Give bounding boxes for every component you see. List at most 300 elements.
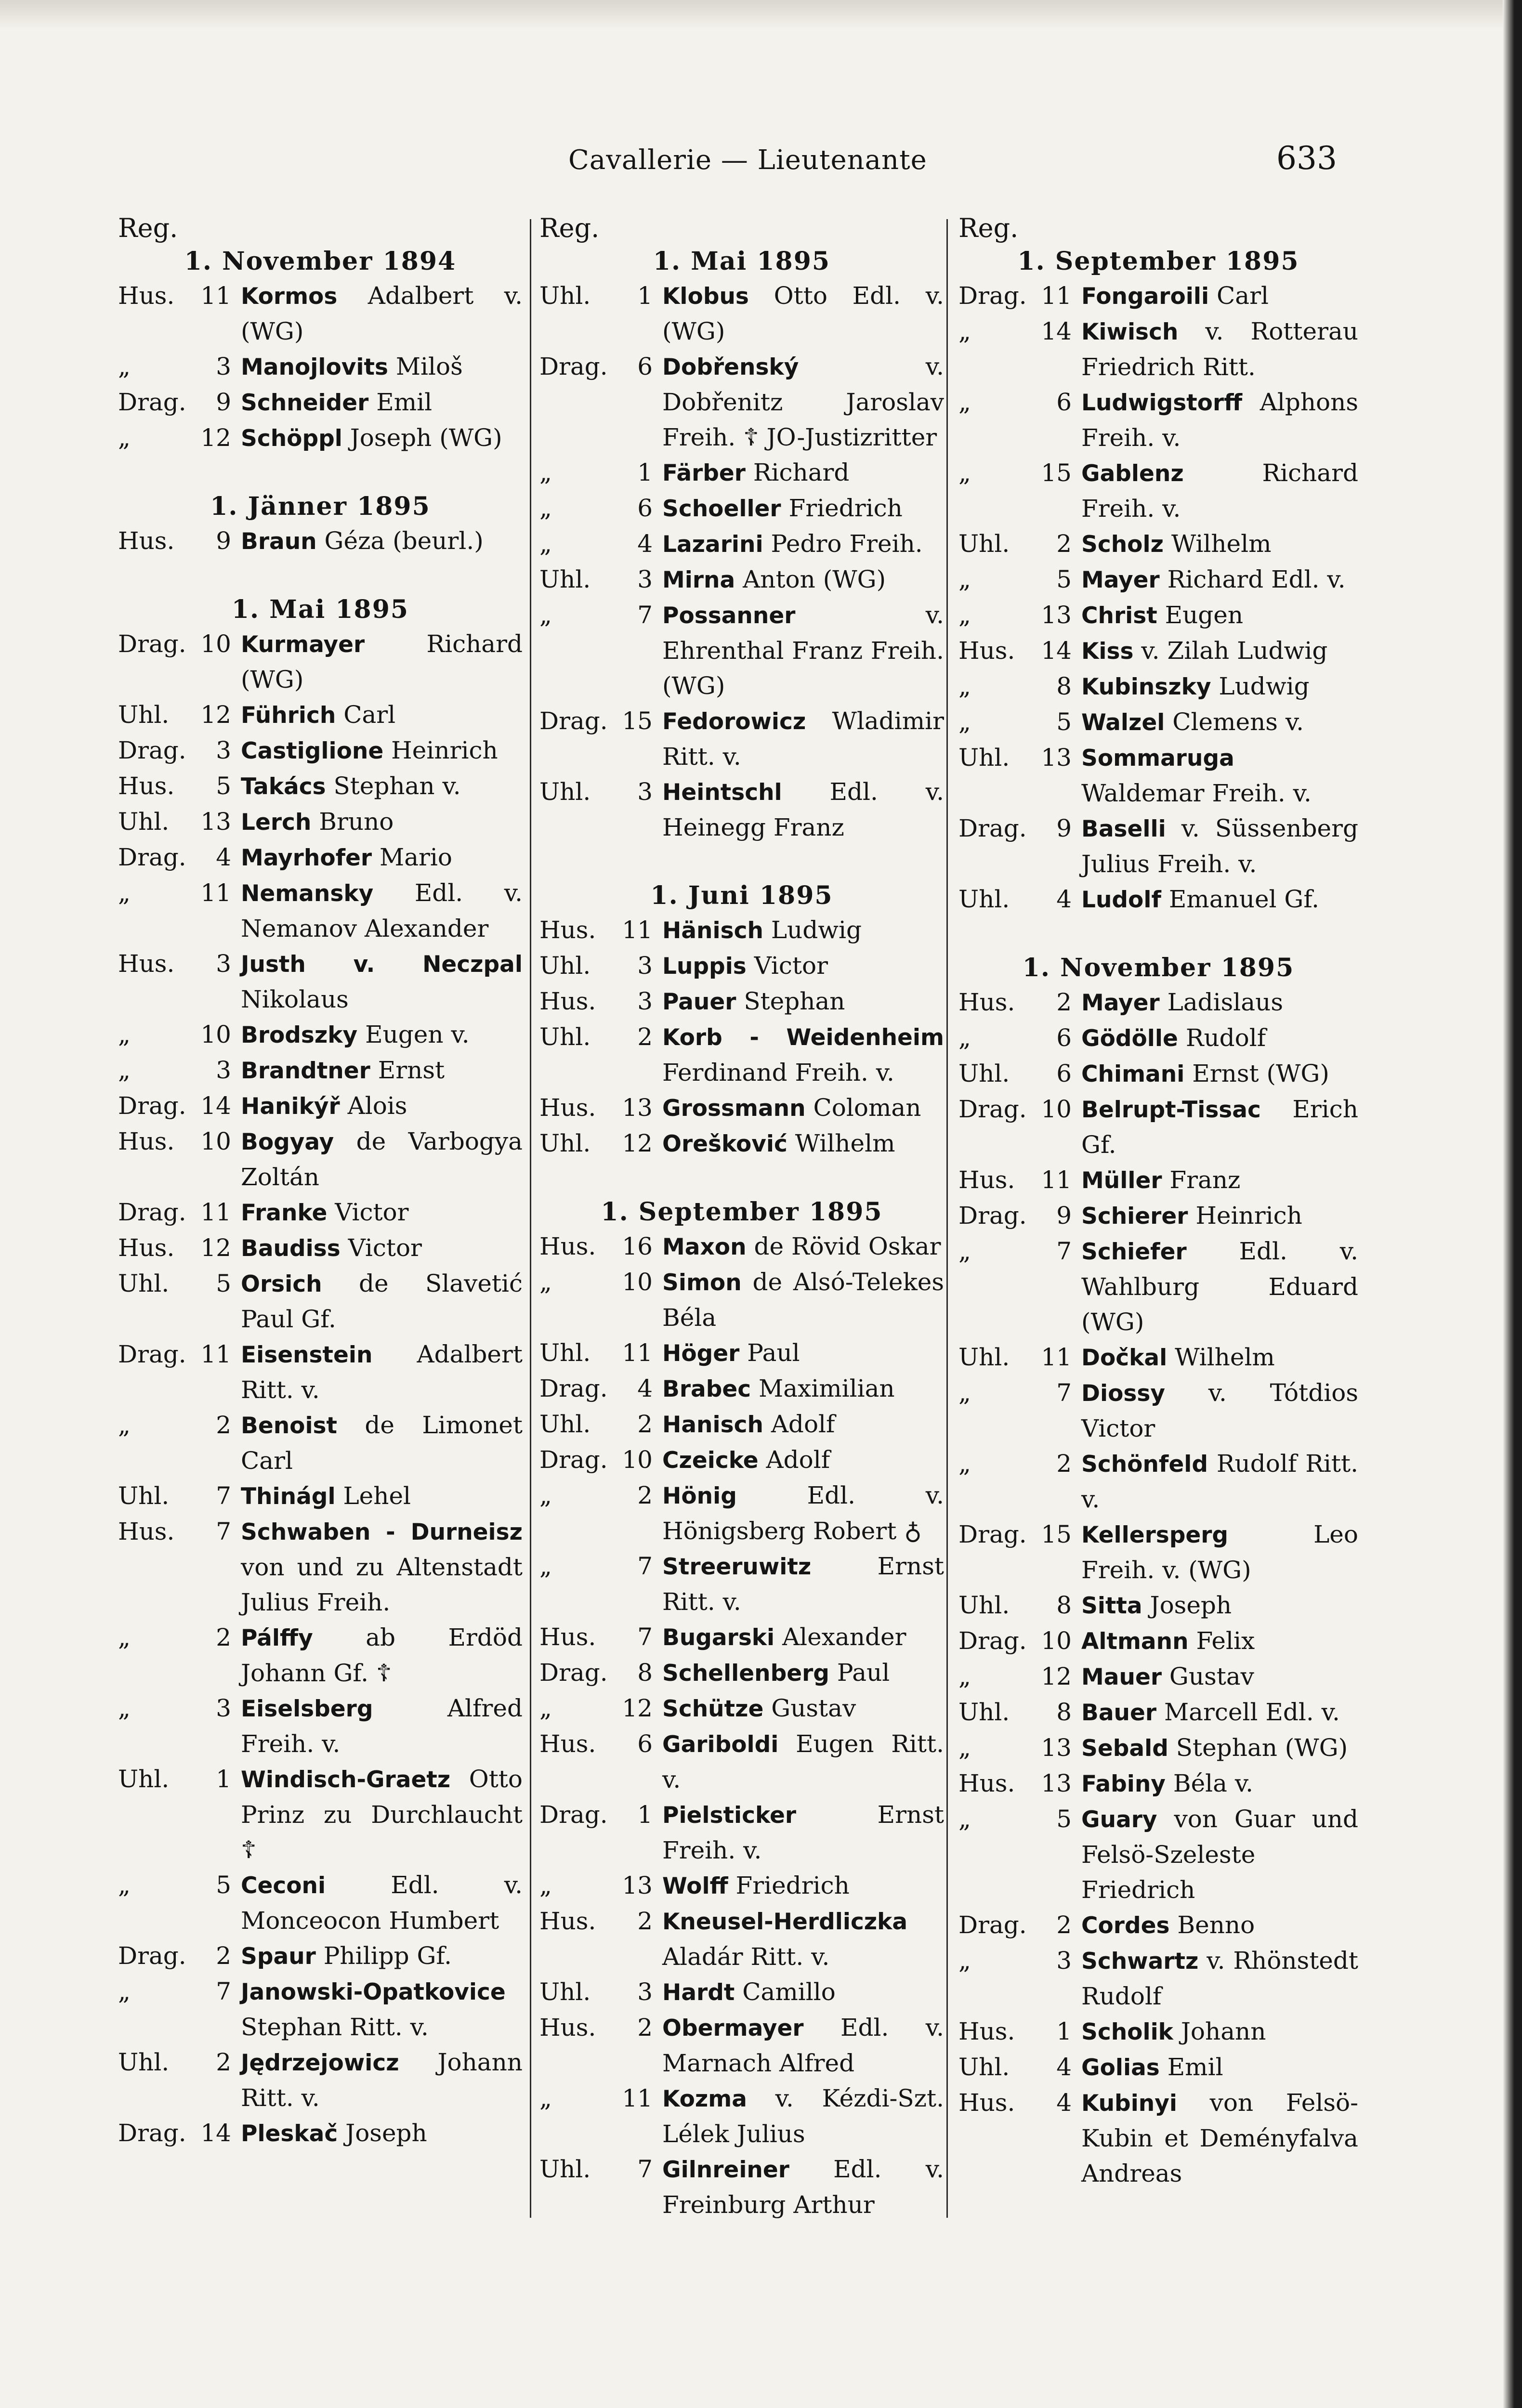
regiment-number: 13 <box>622 1094 653 1122</box>
officer-name-cell <box>1081 811 1358 882</box>
officer-entry <box>539 2081 944 2152</box>
regiment-number: 10 <box>200 630 231 658</box>
officer-surname: Golias <box>1081 2055 1160 2081</box>
regiment-type: Uhl. <box>539 1410 591 1438</box>
officer-surname: Franke <box>241 1200 328 1226</box>
page-right-edge <box>1503 0 1522 2408</box>
officer-name-cell <box>662 1904 944 1975</box>
officer-details: Ferdinand Freih. v. <box>662 1059 894 1086</box>
officer-name-cell <box>662 1126 944 1162</box>
regiment-number: 3 <box>216 353 231 380</box>
officer-surname: Luppis <box>662 953 747 980</box>
officer-name-cell <box>1081 1234 1358 1340</box>
officer-name-cell <box>241 1088 523 1124</box>
regiment-number: 6 <box>637 1730 653 1758</box>
regiment-type: „ <box>958 459 971 487</box>
officer-entry <box>958 985 1358 1021</box>
officer-surname: Kubinszky <box>1081 674 1211 700</box>
column-3 <box>958 212 1358 2191</box>
officer-surname: Schellenberg <box>662 1660 829 1687</box>
officer-details: Rudolf <box>1185 1024 1266 1052</box>
officer-surname: Ceconi <box>241 1872 326 1899</box>
regiment-type: Uhl. <box>539 2155 591 2183</box>
officer-entry <box>958 1588 1358 1623</box>
officer-surname: Kozma <box>662 2086 747 2112</box>
officer-details: Miloš <box>395 353 463 380</box>
officer-details: von Felsö-Kubin et Deményfalva Andreas <box>1081 2089 1358 2187</box>
officer-details: Wladimir Ritt. v. <box>662 707 944 771</box>
officer-details: von Guar und Felsö-Szeleste Friedrich <box>1081 1805 1358 1904</box>
regiment-type: „ <box>958 1024 971 1052</box>
officer-details: Géza (beurl.) <box>324 527 484 555</box>
officer-name-cell <box>241 697 523 733</box>
officer-surname: Schierer <box>1081 1203 1188 1230</box>
regiment-type: Hus. <box>958 2017 1015 2045</box>
regiment-number: 4 <box>1056 885 1072 913</box>
officer-surname: Gablenz <box>1081 460 1184 487</box>
officer-name-cell <box>241 627 523 697</box>
officer-name-cell <box>662 1371 944 1407</box>
officer-name-cell <box>241 1762 523 1868</box>
officer-surname: Maxon <box>662 1234 747 1260</box>
officer-name-cell <box>1081 456 1358 526</box>
officer-surname: Janowski-Opatkovice <box>241 1979 506 2005</box>
regiment-number: 4 <box>637 530 653 558</box>
regiment-type: „ <box>958 565 971 593</box>
regiment-number: 15 <box>622 707 653 735</box>
officer-name-cell <box>662 1975 944 2010</box>
officer-entry <box>118 804 523 840</box>
officer-surname: Pálffy <box>241 1625 313 1651</box>
officer-name-cell <box>1081 314 1358 385</box>
officer-surname: Führich <box>241 702 336 729</box>
officer-name-cell <box>241 1124 523 1195</box>
regiment-number: 16 <box>622 1232 653 1260</box>
regiment-type: „ <box>118 424 131 452</box>
officer-name-cell <box>1081 526 1358 562</box>
regiment-number: 7 <box>216 1482 231 1510</box>
officer-surname: Diossy <box>1081 1380 1166 1407</box>
regiment-number: 11 <box>200 879 231 907</box>
officer-details: Ludwig <box>771 916 862 944</box>
officer-surname: Hänisch <box>662 917 763 944</box>
regiment-type: Hus. <box>539 1907 596 1935</box>
regiment-number: 11 <box>200 1340 231 1368</box>
officer-details: de Slavetić Paul Gf. <box>241 1269 523 1333</box>
officer-surname: Nemansky <box>241 880 374 907</box>
officer-surname: Kurmayer <box>241 631 365 658</box>
officer-entry <box>958 562 1358 598</box>
officer-name-cell <box>241 840 523 876</box>
officer-surname: Höger <box>662 1340 740 1367</box>
regiment-type: Drag. <box>118 1198 186 1226</box>
officer-entry <box>958 1163 1358 1198</box>
officer-surname: Baudiss <box>241 1235 341 1262</box>
officer-surname: Castiglione <box>241 738 384 764</box>
regiment-type: „ <box>539 494 552 522</box>
officer-entry <box>958 1908 1358 1943</box>
regiment-number: 8 <box>1056 1698 1072 1726</box>
regiment-type: Uhl. <box>958 1060 1010 1087</box>
regiment-type: Drag. <box>958 1095 1027 1123</box>
officer-details: Maximilian <box>759 1374 895 1402</box>
officer-entry <box>118 1088 523 1124</box>
regiment-number: 8 <box>637 1659 653 1687</box>
officer-details: Stephan <box>744 987 845 1015</box>
officer-surname: Baselli <box>1081 816 1166 842</box>
regiment-number: 2 <box>1056 1911 1072 1939</box>
officer-name-cell <box>1081 633 1358 669</box>
officer-name-cell <box>1081 562 1358 598</box>
officer-surname: Korb - Weidenheim <box>662 1024 944 1051</box>
officer-name-cell <box>1081 1730 1358 1766</box>
officer-surname: Justh v. Neczpal <box>241 951 523 978</box>
regiment-type: Hus. <box>118 1234 175 1262</box>
officer-details: Stephan Ritt. v. <box>241 2013 429 2041</box>
officer-details: Coloman <box>813 1094 921 1122</box>
regiment-type: Drag. <box>958 1911 1027 1939</box>
officer-entry <box>958 2014 1358 2050</box>
officer-details: Ernst Freih. v. <box>662 1801 944 1864</box>
officer-name-cell <box>1081 1198 1358 1234</box>
regiment-type: Uhl. <box>958 885 1010 913</box>
officer-name-cell <box>241 420 523 456</box>
officer-details: Eugen v. <box>365 1021 470 1048</box>
officer-entry <box>539 278 944 349</box>
column-divider <box>946 219 948 2218</box>
officer-name-cell <box>241 876 523 946</box>
officer-name-cell <box>662 1478 944 1549</box>
officer-details: Joseph <box>1150 1591 1232 1619</box>
officer-details: Philipp Gf. <box>323 1942 452 1970</box>
regiment-number: 2 <box>1056 1450 1072 1478</box>
regiment-type: Uhl. <box>539 1023 591 1051</box>
officer-details: Alois <box>347 1092 407 1120</box>
officer-name-cell <box>662 1620 944 1655</box>
officer-details: Eugen Ritt. v. <box>662 1730 944 1793</box>
regiment-number: 7 <box>216 1518 231 1545</box>
officer-surname: Simon <box>662 1269 742 1296</box>
officer-entry <box>539 1904 944 1975</box>
officer-name-cell <box>662 1407 944 1442</box>
regiment-type: Drag. <box>539 1374 608 1402</box>
officer-surname: Dočkal <box>1081 1345 1168 1371</box>
officer-details: Richard <box>753 458 850 486</box>
officer-surname: Grossmann <box>662 1095 806 1122</box>
regiment-type: Drag. <box>118 1340 186 1368</box>
officer-name-cell <box>662 1442 944 1478</box>
regiment-type: Uhl. <box>539 565 591 593</box>
regiment-type: „ <box>118 1977 131 2005</box>
officer-details: de Limonet Carl <box>241 1411 523 1475</box>
officer-surname: Gödölle <box>1081 1025 1178 1052</box>
regiment-type: Uhl. <box>539 952 591 980</box>
officer-entry <box>118 1974 523 2045</box>
officer-details: Ernst (WG) <box>1192 1060 1329 1087</box>
regiment-number: 15 <box>1041 1520 1072 1548</box>
officer-surname: Lazarini <box>662 531 763 558</box>
officer-surname: Mayer <box>1081 567 1160 593</box>
officer-entry <box>118 1053 523 1088</box>
officer-entry <box>958 1943 1358 2014</box>
officer-surname: Czeicke <box>662 1447 759 1474</box>
officer-entry <box>539 774 944 845</box>
officer-details: Adolf <box>766 1446 830 1474</box>
regiment-number: 2 <box>1056 530 1072 558</box>
officer-details: Lehel <box>343 1482 411 1510</box>
officer-name-cell <box>1081 1340 1358 1375</box>
officer-details: Stephan (WG) <box>1176 1734 1348 1762</box>
regiment-number: 5 <box>216 1871 231 1899</box>
regiment-type: Uhl. <box>958 1591 1010 1619</box>
regiment-number: 14 <box>200 2119 231 2147</box>
officer-name-cell <box>662 1655 944 1691</box>
regiment-type: „ <box>958 1805 971 1833</box>
regiment-number: 11 <box>1041 1166 1072 1194</box>
regiment-type: „ <box>539 1871 552 1899</box>
officer-details: v. Süssenberg Julius Freih. v. <box>1081 814 1358 878</box>
regiment-number: 12 <box>622 1694 653 1722</box>
officer-entry <box>539 1265 944 1335</box>
officer-surname: Lerch <box>241 809 312 836</box>
regiment-number: 5 <box>1056 708 1072 736</box>
regiment-type: „ <box>539 530 552 558</box>
officer-entry <box>118 1691 523 1762</box>
officer-details: Franz <box>1169 1166 1241 1194</box>
officer-name-cell <box>1081 1375 1358 1446</box>
regiment-number: 12 <box>622 1129 653 1157</box>
officer-entry <box>539 1442 944 1478</box>
regiment-type: Drag. <box>958 1627 1027 1655</box>
officer-entry <box>118 733 523 769</box>
column-divider <box>530 219 531 2218</box>
officer-surname: Windisch-Graetz <box>241 1767 451 1793</box>
officer-name-cell <box>662 704 944 774</box>
officer-entry <box>539 1478 944 1549</box>
regiment-type: Hus. <box>118 1518 175 1545</box>
regiment-number: 7 <box>637 601 653 629</box>
officer-surname: Schwaben - Durneisz <box>241 1519 523 1545</box>
officer-name-cell <box>1081 385 1358 456</box>
officer-surname: Bogyay <box>241 1129 334 1155</box>
officer-surname: Spaur <box>241 1943 316 1970</box>
regiment-type: „ <box>118 1623 131 1651</box>
officer-name-cell <box>662 491 944 526</box>
section-date-heading: 1. Mai 1895 <box>231 595 409 624</box>
regiment-type: „ <box>539 1268 552 1296</box>
officer-details: v. Tótdios Victor <box>1081 1379 1358 1442</box>
regiment-number: 7 <box>1056 1379 1072 1407</box>
regiment-type: Hus. <box>539 2014 596 2042</box>
officer-details: Heinrich <box>391 736 498 764</box>
regiment-type: „ <box>118 1694 131 1722</box>
officer-surname: Bugarski <box>662 1624 775 1651</box>
officer-surname: Mayer <box>1081 990 1160 1016</box>
regiment-type: Drag. <box>539 707 608 735</box>
officer-entry <box>958 1056 1358 1092</box>
regiment-number: 13 <box>1041 601 1072 629</box>
officer-entry <box>958 1623 1358 1659</box>
regiment-type: Hus. <box>958 1166 1015 1194</box>
officer-entry <box>958 314 1358 385</box>
regiment-number: 10 <box>200 1021 231 1048</box>
officer-name-cell <box>241 1337 523 1408</box>
officer-surname: Orsich <box>241 1271 322 1297</box>
officer-name-cell <box>662 1549 944 1620</box>
officer-details: Paul <box>747 1339 800 1367</box>
officer-entry <box>539 1229 944 1265</box>
officer-name-cell <box>662 1020 944 1090</box>
regiment-type: Drag. <box>118 388 186 416</box>
regiment-number: 2 <box>216 1942 231 1970</box>
officer-details: v. Ehrenthal Franz Freih. (WG) <box>662 601 944 700</box>
regiment-type: Hus. <box>539 916 596 944</box>
officer-entry <box>539 913 944 948</box>
officer-entry <box>958 882 1358 917</box>
officer-name-cell <box>662 2152 944 2223</box>
officer-surname: Kellersperg <box>1081 1522 1229 1548</box>
regiment-number: 4 <box>216 843 231 871</box>
officer-entry <box>539 704 944 774</box>
regiment-number: 3 <box>216 1056 231 1084</box>
officer-details: Clemens v. <box>1172 708 1304 736</box>
officer-details: Aladár Ritt. v. <box>662 1943 830 1971</box>
officer-name-cell <box>1081 2050 1358 2085</box>
regiment-number: 6 <box>637 494 653 522</box>
officer-entry <box>118 1514 523 1620</box>
officer-details: Joseph <box>345 2119 427 2147</box>
officer-name-cell <box>662 1691 944 1727</box>
officer-name-cell <box>241 1266 523 1337</box>
officer-entry <box>118 1868 523 1938</box>
reg-column-label: Reg. <box>958 213 1019 243</box>
officer-details: de Varbogya Zoltán <box>241 1127 523 1191</box>
regiment-type: Drag. <box>958 814 1027 842</box>
officer-name-cell <box>241 1620 523 1691</box>
officer-name-cell <box>662 948 944 984</box>
regiment-type: „ <box>539 1481 552 1509</box>
officer-surname: Ludwigstorff <box>1081 390 1243 416</box>
officer-surname: Brabec <box>662 1376 751 1402</box>
officer-entry <box>539 1620 944 1655</box>
regiment-type: Uhl. <box>958 1343 1010 1371</box>
officer-name-cell <box>241 733 523 769</box>
officer-entry <box>539 1090 944 1126</box>
regiment-number: 10 <box>622 1446 653 1474</box>
regiment-number: 2 <box>637 1907 653 1935</box>
officer-surname: Dobřenský <box>662 354 799 380</box>
officer-details: Victor <box>754 952 828 980</box>
officer-entry <box>539 349 944 455</box>
page-number: 633 <box>1276 140 1337 177</box>
officer-entry <box>118 1938 523 1974</box>
regiment-number: 11 <box>622 2084 653 2112</box>
officer-entry <box>539 455 944 491</box>
officer-surname: Brandtner <box>241 1058 370 1084</box>
officer-details: de Rövid Oskar <box>754 1232 941 1260</box>
regiment-type: Drag. <box>539 1659 608 1687</box>
regiment-number: 9 <box>1056 1202 1072 1230</box>
officer-name-cell <box>1081 278 1358 314</box>
officer-details: Leo Freih. v. (WG) <box>1081 1520 1358 1584</box>
regiment-type: „ <box>958 388 971 416</box>
officer-surname: Walzel <box>1081 709 1165 736</box>
officer-details: Edl. v. Monceocon Humbert <box>241 1871 523 1935</box>
officer-details: Camillo <box>742 1978 836 2006</box>
officer-name-cell <box>241 1195 523 1230</box>
officer-details: Friedrich <box>735 1871 850 1899</box>
officer-details: v. Rhönstedt Rudolf <box>1081 1947 1358 2010</box>
officer-name-cell <box>662 2010 944 2081</box>
regiment-number: 11 <box>1041 1343 1072 1371</box>
regiment-type: Drag. <box>118 843 186 871</box>
regiment-type: „ <box>118 1871 131 1899</box>
officer-surname: Hardt <box>662 1979 735 2006</box>
officer-name-cell <box>662 2081 944 2152</box>
officer-surname: Hanisch <box>662 1412 763 1438</box>
regiment-number: 13 <box>1041 744 1072 772</box>
officer-entry <box>118 627 523 697</box>
officer-entry <box>958 1802 1358 1908</box>
officer-details: Richard (WG) <box>241 630 523 694</box>
regiment-type: Uhl. <box>958 744 1010 772</box>
officer-details: Ernst <box>378 1056 445 1084</box>
officer-details: Pedro Freih. <box>771 530 923 558</box>
officer-surname: Orešković <box>662 1131 787 1157</box>
section-date-heading: 1. September 1895 <box>601 1197 883 1227</box>
officer-entry <box>539 2152 944 2223</box>
officer-details: Heinrich <box>1195 1202 1302 1230</box>
regiment-type: Drag. <box>958 1520 1027 1548</box>
officer-name-cell <box>662 562 944 598</box>
section-date-heading: 1. Mai 1895 <box>653 247 831 276</box>
regiment-number: 11 <box>622 1339 653 1367</box>
officer-surname: Pleskač <box>241 2120 338 2147</box>
officer-surname: Kormos <box>241 283 338 310</box>
regiment-number: 13 <box>622 1871 653 1899</box>
regiment-number: 9 <box>1056 814 1072 842</box>
officer-surname: Kubinyi <box>1081 2090 1178 2117</box>
officer-name-cell <box>1081 1802 1358 1908</box>
officer-entry <box>958 1517 1358 1588</box>
officer-entry <box>958 1198 1358 1234</box>
officer-details: Wilhelm <box>1175 1343 1275 1371</box>
officer-details: Otto Prinz zu Durchlaucht ☦ <box>241 1765 523 1864</box>
regiment-type: „ <box>958 1379 971 1407</box>
officer-entry <box>958 1234 1358 1340</box>
regiment-number: 7 <box>1056 1237 1072 1265</box>
regiment-number: 3 <box>216 950 231 978</box>
officer-name-cell <box>662 598 944 704</box>
officer-entry <box>118 876 523 946</box>
regiment-number: 2 <box>637 2014 653 2042</box>
officer-details: Richard Edl. v. <box>1167 565 1346 593</box>
regiment-number: 2 <box>1056 988 1072 1016</box>
regiment-number: 5 <box>216 1269 231 1297</box>
officer-surname: Klobus <box>662 283 749 310</box>
regiment-number: 5 <box>1056 565 1072 593</box>
column-2 <box>539 212 944 2223</box>
regiment-number: 11 <box>200 1198 231 1226</box>
officer-name-cell <box>1081 705 1358 740</box>
regiment-type: Uhl. <box>118 1765 170 1793</box>
officer-name-cell <box>1081 1766 1358 1802</box>
regiment-type: „ <box>958 1662 971 1690</box>
officer-entry <box>958 2085 1358 2191</box>
regiment-type: Drag. <box>958 1202 1027 1230</box>
regiment-number: 1 <box>637 458 653 486</box>
officer-name-cell <box>662 984 944 1020</box>
